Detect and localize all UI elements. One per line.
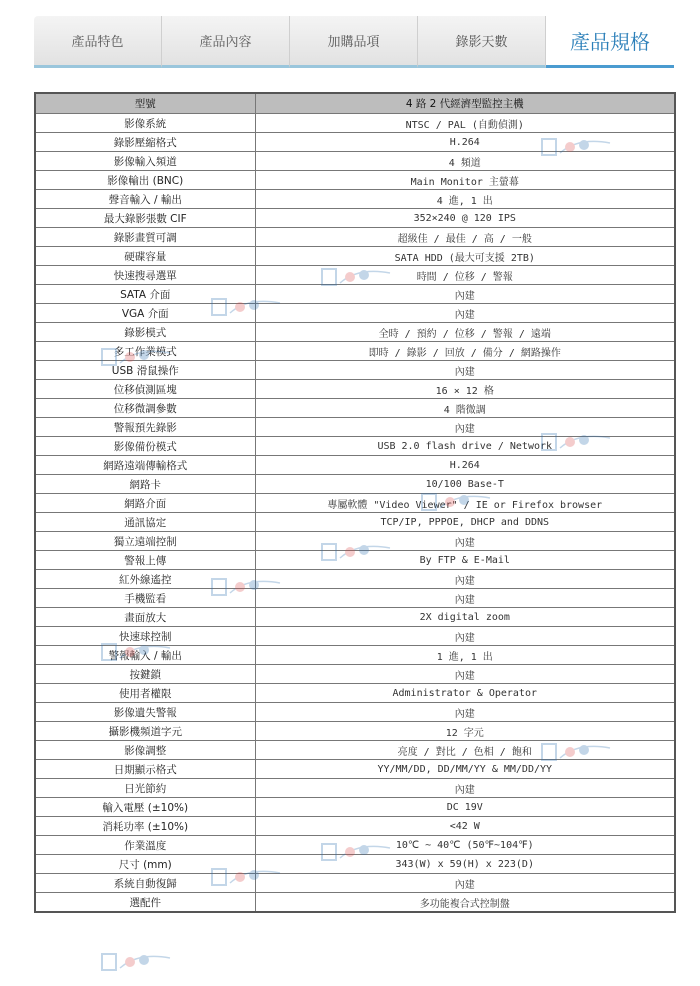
table-row (35, 779, 675, 798)
spec-label: 日期顯示格式 (35, 760, 255, 779)
spec-value: <42 W (255, 817, 675, 836)
table-row (35, 152, 675, 171)
spec-label: 錄影模式 (35, 323, 255, 342)
table-row (35, 304, 675, 323)
tab-1[interactable]: 產品內容 (162, 16, 290, 68)
table-header-row (35, 93, 675, 114)
spec-label: USB 滑鼠操作 (35, 361, 255, 380)
spec-value: 10/100 Base-T (255, 475, 675, 494)
spec-label: 快速搜尋選單 (35, 266, 255, 285)
table-row (35, 456, 675, 475)
spec-label: 錄影畫質可調 (35, 228, 255, 247)
spec-label: 警報預先錄影 (35, 418, 255, 437)
tab-bar (34, 16, 674, 72)
spec-table (34, 92, 676, 913)
table-row (35, 798, 675, 817)
spec-value: 內建 (255, 418, 675, 437)
table-row (35, 418, 675, 437)
spec-value: Administrator & Operator (255, 684, 675, 703)
table-row (35, 114, 675, 133)
spec-value: TCP/IP, PPPOE, DHCP and DDNS (255, 513, 675, 532)
table-row (35, 494, 675, 513)
table-row (35, 361, 675, 380)
spec-value: 4 進, 1 出 (255, 190, 675, 209)
table-row (35, 285, 675, 304)
spec-label: 網路遠端傳輸格式 (35, 456, 255, 475)
spec-label: 按鍵鎖 (35, 665, 255, 684)
table-row (35, 342, 675, 361)
table-row (35, 475, 675, 494)
table-row (35, 817, 675, 836)
spec-label: 最大錄影張數 CIF (35, 209, 255, 228)
table-row (35, 703, 675, 722)
spec-label: 影像備份模式 (35, 437, 255, 456)
tab-2[interactable]: 加購品項 (290, 16, 418, 68)
spec-value: 內建 (255, 304, 675, 323)
spec-value: 內建 (255, 665, 675, 684)
spec-label: 位移偵測區塊 (35, 380, 255, 399)
spec-value: 352×240 @ 120 IPS (255, 209, 675, 228)
spec-label: 硬碟容量 (35, 247, 255, 266)
tab-3[interactable]: 錄影天數 (418, 16, 546, 68)
spec-value: 2X digital zoom (255, 608, 675, 627)
spec-value: 內建 (255, 361, 675, 380)
spec-label: 攝影機頻道字元 (35, 722, 255, 741)
spec-value: 專屬軟體 "Video Viewer" / IE or Firefox browser (255, 494, 675, 513)
spec-label: 手機監看 (35, 589, 255, 608)
spec-label: SATA 介面 (35, 285, 255, 304)
spec-label: 使用者權限 (35, 684, 255, 703)
table-row (35, 551, 675, 570)
spec-value: NTSC / PAL (自動偵測) (255, 114, 675, 133)
table-row (35, 399, 675, 418)
watermark-logo-icon (100, 950, 174, 976)
tab-0[interactable]: 產品特色 (34, 16, 162, 68)
spec-label: 影像調整 (35, 741, 255, 760)
table-row (35, 836, 675, 855)
header-label: 型號 (35, 93, 255, 114)
spec-label: 網路卡 (35, 475, 255, 494)
spec-label: 影像系統 (35, 114, 255, 133)
table-row (35, 627, 675, 646)
table-row (35, 855, 675, 874)
spec-label: VGA 介面 (35, 304, 255, 323)
spec-label: 通訊協定 (35, 513, 255, 532)
spec-value: 343(W) x 59(H) x 223(D) (255, 855, 675, 874)
spec-label: 錄影壓縮格式 (35, 133, 255, 152)
table-row (35, 684, 675, 703)
spec-label: 快速球控制 (35, 627, 255, 646)
spec-value: H.264 (255, 133, 675, 152)
table-row (35, 228, 675, 247)
spec-label: 紅外線遙控 (35, 570, 255, 589)
table-row (35, 722, 675, 741)
table-row (35, 646, 675, 665)
tab-4[interactable]: 產品規格 (546, 16, 674, 68)
table-row (35, 266, 675, 285)
spec-value: Main Monitor 主螢幕 (255, 171, 675, 190)
spec-value: 即時 / 錄影 / 回放 / 備分 / 網路操作 (255, 342, 675, 361)
table-row (35, 190, 675, 209)
spec-label: 網路介面 (35, 494, 255, 513)
spec-value: 內建 (255, 627, 675, 646)
spec-label: 聲音輸入 / 輸出 (35, 190, 255, 209)
spec-label: 日光節約 (35, 779, 255, 798)
spec-label: 影像輸入頻道 (35, 152, 255, 171)
spec-value: 12 字元 (255, 722, 675, 741)
spec-value: DC 19V (255, 798, 675, 817)
spec-label: 位移微調參數 (35, 399, 255, 418)
spec-value: 4 階微調 (255, 399, 675, 418)
table-row (35, 893, 675, 913)
table-row (35, 874, 675, 893)
spec-value: 4 頻道 (255, 152, 675, 171)
table-row (35, 209, 675, 228)
table-row (35, 665, 675, 684)
spec-value: 亮度 / 對比 / 色相 / 飽和 (255, 741, 675, 760)
table-row (35, 247, 675, 266)
spec-value: 10℃ ~ 40℃ (50℉~104℉) (255, 836, 675, 855)
spec-label: 選配件 (35, 893, 255, 913)
spec-label: 系統自動復歸 (35, 874, 255, 893)
table-row (35, 437, 675, 456)
spec-label: 輸入電壓 (±10%) (35, 798, 255, 817)
table-row (35, 323, 675, 342)
spec-value: 1 進, 1 出 (255, 646, 675, 665)
spec-value: 內建 (255, 874, 675, 893)
spec-label: 警報輸入 / 輸出 (35, 646, 255, 665)
spec-value: 超級佳 / 最佳 / 高 / 一般 (255, 228, 675, 247)
spec-label: 影像遺失警報 (35, 703, 255, 722)
table-row (35, 171, 675, 190)
spec-value: YY/MM/DD, DD/MM/YY & MM/DD/YY (255, 760, 675, 779)
table-row (35, 380, 675, 399)
table-row (35, 589, 675, 608)
spec-value: 全時 / 預約 / 位移 / 警報 / 遠端 (255, 323, 675, 342)
spec-label: 作業溫度 (35, 836, 255, 855)
table-row (35, 133, 675, 152)
table-row (35, 513, 675, 532)
table-row (35, 760, 675, 779)
spec-value: 時間 / 位移 / 警報 (255, 266, 675, 285)
spec-value: H.264 (255, 456, 675, 475)
spec-value: SATA HDD (最大可支援 2TB) (255, 247, 675, 266)
spec-value: 內建 (255, 285, 675, 304)
spec-label: 尺寸 (mm) (35, 855, 255, 874)
table-row (35, 741, 675, 760)
spec-label: 消耗功率 (±10%) (35, 817, 255, 836)
spec-value: 多功能複合式控制盤 (255, 893, 675, 913)
spec-value: USB 2.0 flash drive / Network (255, 437, 675, 456)
spec-value: 內建 (255, 570, 675, 589)
spec-value: 內建 (255, 589, 675, 608)
spec-value: 內建 (255, 779, 675, 798)
table-row (35, 532, 675, 551)
header-value: 4 路 2 代經濟型監控主機 (255, 93, 675, 114)
spec-label: 警報上傳 (35, 551, 255, 570)
table-row (35, 608, 675, 627)
spec-value: 內建 (255, 532, 675, 551)
spec-label: 影像輸出 (BNC) (35, 171, 255, 190)
spec-value: 內建 (255, 703, 675, 722)
spec-label: 多工作業模式 (35, 342, 255, 361)
spec-value: By FTP & E-Mail (255, 551, 675, 570)
spec-label: 畫面放大 (35, 608, 255, 627)
spec-label: 獨立遠端控制 (35, 532, 255, 551)
table-row (35, 570, 675, 589)
spec-value: 16 × 12 格 (255, 380, 675, 399)
